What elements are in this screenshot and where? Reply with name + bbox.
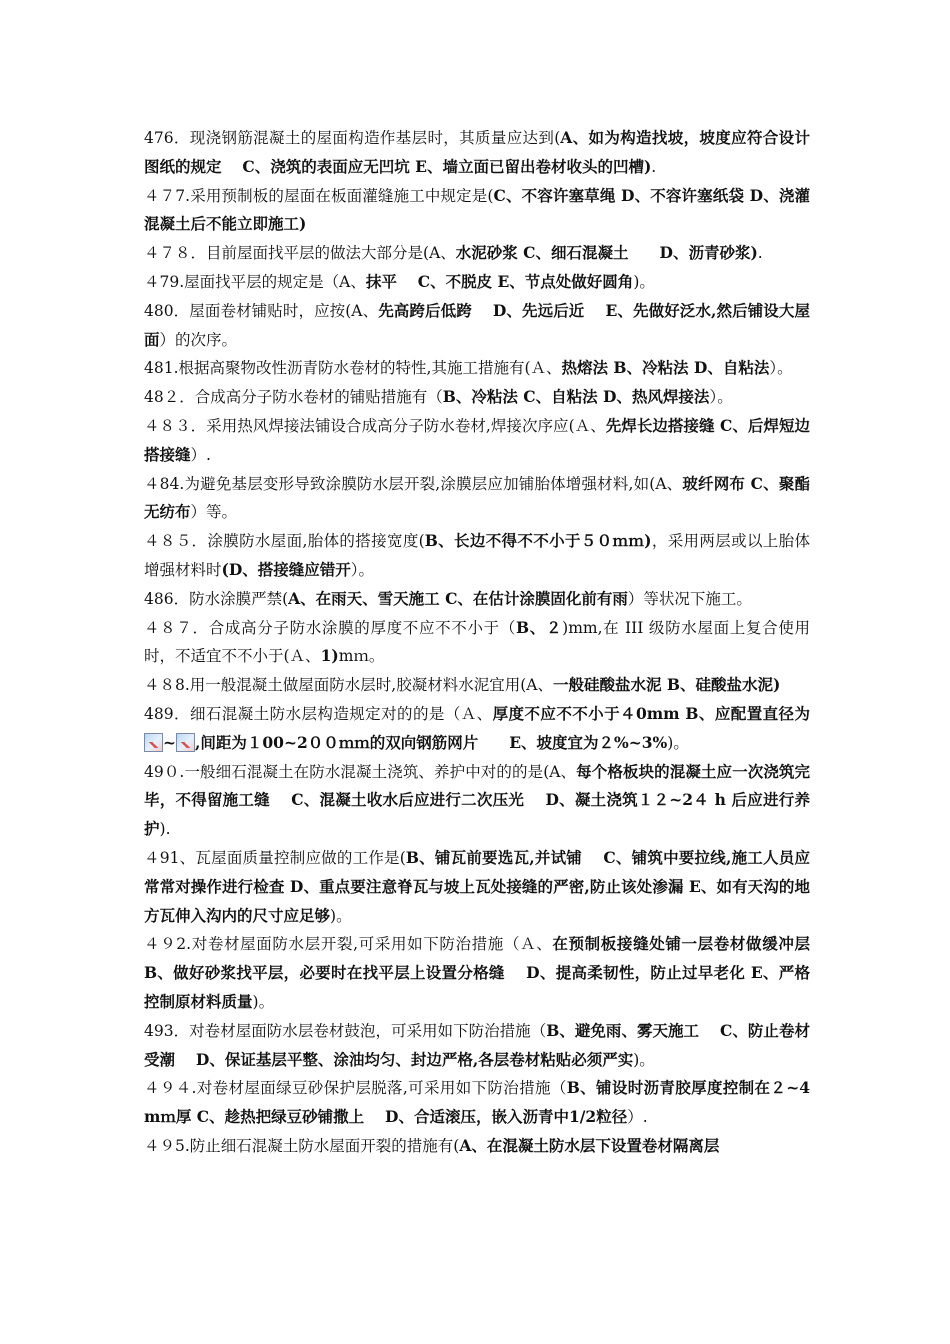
question-487: ４８７．合成高分子防水涂膜的厚度不应不不小于（B、２)mm,在 III 级防水屋面上复合使用时，不适宜不不小于(Ａ、1)mｍ。 [144,617,810,666]
question-489: 489．细石混凝土防水层构造规定对的的是（Ａ、厚度不应不不小于４0mm B、应配置直径为~ ,间距为１00~2００ｍｍ的双向钢筋网片 E、坡度宜为２%~3%)。 [144,703,810,752]
question-486: 486．防水涂膜严禁(A、在雨天、雪天施工 C、在估计涂膜固化前有雨）等状况下施工。 [144,588,752,608]
question-484: ４84.为避免基层变形导致涂膜防水层开裂,涂膜层应加铺胎体增强材料,如(A、玻纤网布 C、聚酯无纺布）等。 [144,473,810,522]
question-488: ４８8.用一般混凝土做屋面防水层时,胶凝材料水泥宜用(A、一般硅酸盐水泥 B、硅酸盐水泥) [144,675,781,695]
question-491: ４91、瓦屋面质量控制应做的工作是(B、铺瓦前要选瓦,并试铺 C、铺筑中要拉线,施工人员应常常对操作进行检查 D、重点要注意脊瓦与坡上瓦处接缝的严密,防止该处渗漏 E、如有天沟的地方瓦伸入沟内的尺寸应足够)。 [144,847,810,925]
question-480: 480．屋面卷材铺贴时，应按(A、先高跨后低跨 D、先远后近 E、先做好泛水,然后铺设大屋面）的次序。 [144,300,810,349]
question-495: ４９5.防止细石混凝土防水屋面开裂的措施有(A、在混凝土防水层下设置卷材隔离层 [144,1135,720,1155]
question-490: 49０.一般细石混凝土在防水混凝土浇筑、养护中对的的是(A、每个格板块的混凝土应一次浇筑完毕，不得留施工缝 C、混凝土收水后应进行二次压光 D、凝土浇筑１２~2４ h 后应进行养护). [144,761,811,839]
image-placeholder-icon [176,733,195,752]
question-482: 48２．合成高分子防水卷材的铺贴措施有（B、冷粘法 C、自粘法 D、热风焊接法）。 [144,387,733,407]
question-479: ４79.屋面找平层的规定是（A、抹平 C、不脱皮 E、节点处做好圆角)。 [144,271,655,291]
question-492: ４９2.对卷材屋面防水层开裂,可采用如下防治措施（Ａ、在预制板接缝处铺一层卷材做缓冲层 B、做好砂浆找平层，必要时在找平层上设置分格缝 D、提高柔韧性，防止过早老化 E、严格控制原材料质量)。 [144,934,826,1011]
question-483: ４８３．采用热风焊接法铺设合成高分子防水卷材,焊接次序应(Ａ、先焊长边搭接缝 C、后焊短边搭接缝）. [144,415,810,464]
question-477: ４７7.采用预制板的屋面在板面灌缝施工中规定是(C、不容许塞草绳 D、不容许塞纸袋 D、浇灌混凝土后不能立即施工) [144,185,810,234]
question-481: 481.根据高聚物改性沥青防水卷材的特性,其施工措施有(Ａ、热熔法 B、冷粘法 D、自粘法）。 [144,358,793,378]
question-494: ４９４.对卷材屋面绿豆砂保护层脱落,可采用如下防治措施（B、铺设时沥青胶厚度控制在２~4mｍ厚 C、趁热把绿豆砂铺撒上 D、合适滚压，嵌入沥青中1/2粒径）. [144,1078,810,1127]
question-476: 476．现浇钢筋混凝土的屋面构造作基层时，其质量应达到(A、如为构造找坡，坡度应符合设计图纸的规定 C、浇筑的表面应无凹坑 E、墙立面已留出卷材收头的凹槽). [144,128,810,176]
image-placeholder-icon [144,733,163,752]
document-page [144,124,826,1161]
question-478: ４７８．目前屋面找平层的做法大部分是(A、水泥砂浆 C、细石混凝土 D、沥青砂浆). [144,243,763,263]
question-485: ４８５．涂膜防水屋面,胎体的搭接宽度(B、长边不得不不小于５０ｍｍ)，采用两层或以上胎体增强材料时(D、搭接缝应错开）。 [144,531,810,579]
question-493: 493．对卷材屋面防水层卷材鼓泡，可采用如下防治措施（B、避免雨、雾天施工 C、防止卷材受潮 D、保证基层平整、涂油均匀、封边严格,各层卷材粘贴必须严实)。 [144,1020,810,1069]
